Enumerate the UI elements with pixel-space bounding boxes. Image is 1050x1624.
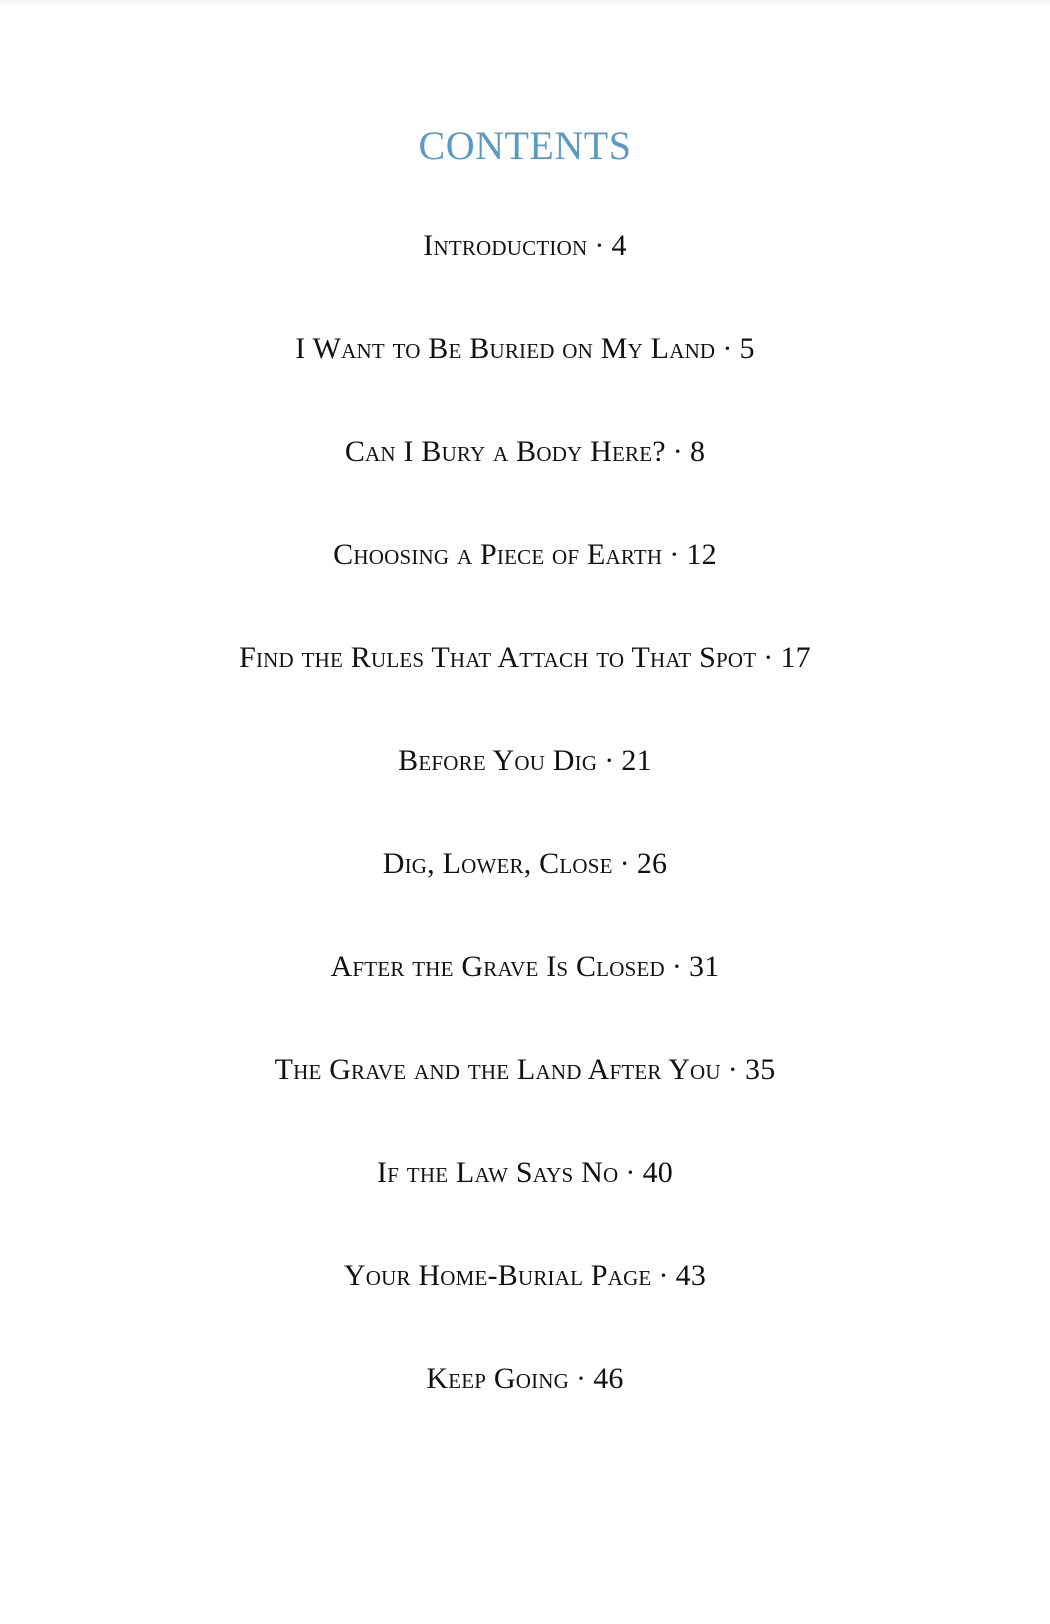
toc-separator: · (658, 1259, 669, 1292)
toc-page-number: 40 (642, 1156, 673, 1189)
toc-entry[interactable] (0, 1151, 1050, 1254)
toc-separator: · (763, 641, 774, 674)
toc-entry-title: The Grave and the Land After You (274, 1053, 721, 1086)
toc-entry-title: Choosing a Piece of Earth (333, 538, 663, 571)
toc-page-number: 12 (686, 538, 717, 571)
toc-separator: · (604, 744, 615, 777)
toc-entry-title: Find the Rules That Attach to That Spot (239, 641, 757, 674)
contents-list (0, 224, 1050, 1460)
toc-separator: · (671, 950, 683, 983)
contents-title: CONTENTS (418, 123, 632, 168)
toc-entry-title: Dig, Lower, Close (382, 847, 613, 880)
toc-separator: · (672, 435, 683, 468)
toc-separator: · (594, 229, 605, 262)
toc-separator: · (727, 1053, 738, 1086)
toc-entry[interactable] (0, 224, 1050, 327)
top-edge-shadow (0, 0, 1050, 6)
toc-entry-title: I Want to Be Buried on My Land (295, 332, 716, 365)
toc-entry-title: Your Home-Burial Page (343, 1259, 652, 1292)
toc-separator: · (619, 847, 630, 880)
toc-page-number: 8 (689, 435, 706, 468)
toc-entry[interactable] (0, 1254, 1050, 1357)
toc-entry[interactable] (0, 327, 1050, 430)
toc-separator: · (722, 332, 733, 365)
toc-entry-title: Keep Going (426, 1362, 570, 1395)
toc-entry[interactable] (0, 739, 1050, 842)
toc-entry[interactable] (0, 1357, 1050, 1460)
toc-entry[interactable] (0, 1048, 1050, 1151)
toc-entry[interactable] (0, 842, 1050, 945)
toc-page-number: 46 (593, 1362, 624, 1395)
toc-entry[interactable] (0, 533, 1050, 636)
toc-entry-title: Before You Dig (398, 744, 598, 777)
toc-page-number: 35 (745, 1053, 776, 1086)
toc-entry-title: Can I Bury a Body Here? (344, 435, 666, 468)
toc-page-number: 31 (689, 950, 720, 983)
toc-separator: · (669, 538, 680, 571)
toc-entry[interactable] (0, 945, 1050, 1048)
toc-entry[interactable] (0, 636, 1050, 739)
toc-entry-title: After the Grave Is Closed (330, 950, 665, 983)
toc-separator: · (625, 1156, 636, 1189)
toc-separator: · (576, 1362, 587, 1395)
toc-page-number: 26 (636, 847, 668, 880)
toc-page-number: 17 (780, 641, 811, 674)
toc-page-number: 21 (621, 744, 652, 777)
toc-entry-title: If the Law Says No (377, 1156, 619, 1189)
toc-page-number: 5 (739, 332, 755, 365)
toc-page-number: 43 (675, 1259, 707, 1292)
toc-entry[interactable] (0, 430, 1050, 533)
toc-page-number: 4 (611, 229, 627, 262)
toc-entry-title: Introduction (423, 229, 588, 262)
